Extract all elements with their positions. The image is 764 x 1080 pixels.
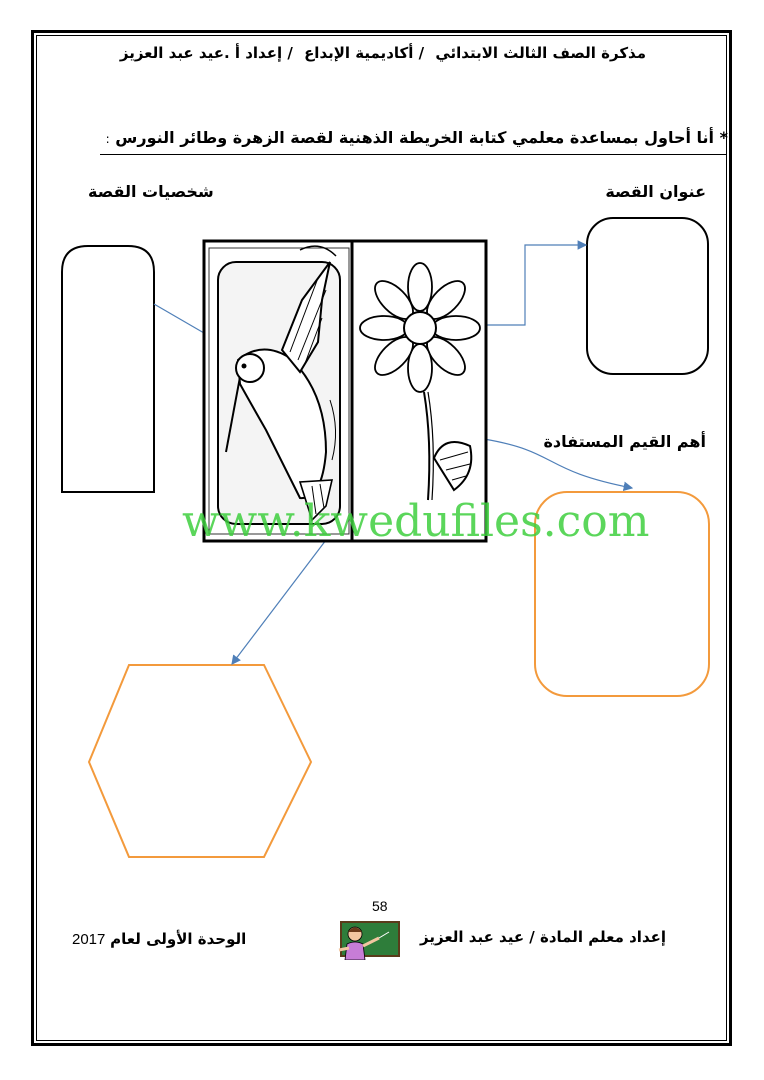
page-number: 58 [372,898,388,914]
label-characters: شخصيات القصة [88,182,214,201]
connector-lessons [484,439,632,488]
hexagon-box[interactable] [89,665,311,857]
instruction-star: * [719,128,728,147]
header-author: / إعداد أ .عيد عبد العزيز [119,44,293,62]
header-academy: / أكاديمية الإبداع [304,44,425,62]
teacher-illustration [333,920,401,960]
label-lessons: أهم القيم المستفادة [543,432,706,451]
label-story-title: عنوان القصة [605,182,706,201]
footer-unit-label: الوحدة الأولى لعام [110,930,247,948]
connector-hexagon [232,540,326,664]
instruction-text: أنا أحاول بمساعدة معلمي كتابة الخريطة الذهنية لقصة الزهرة وطائر النورس [115,128,715,147]
watermark: www.kwedufiles.com [182,496,650,547]
instruction-colon: : [105,132,110,146]
header-title: مذكرة الصف الثالث الابتدائي [435,44,646,62]
footer-year: 2017 [72,931,106,948]
connector-characters [154,304,204,333]
connector-title [486,245,586,325]
story-title-box[interactable] [587,218,708,374]
characters-box[interactable] [62,246,154,492]
footer-prepared-by: إعداد معلم المادة / عيد عبد العزيز [420,928,666,946]
footer-unit [72,930,246,948]
